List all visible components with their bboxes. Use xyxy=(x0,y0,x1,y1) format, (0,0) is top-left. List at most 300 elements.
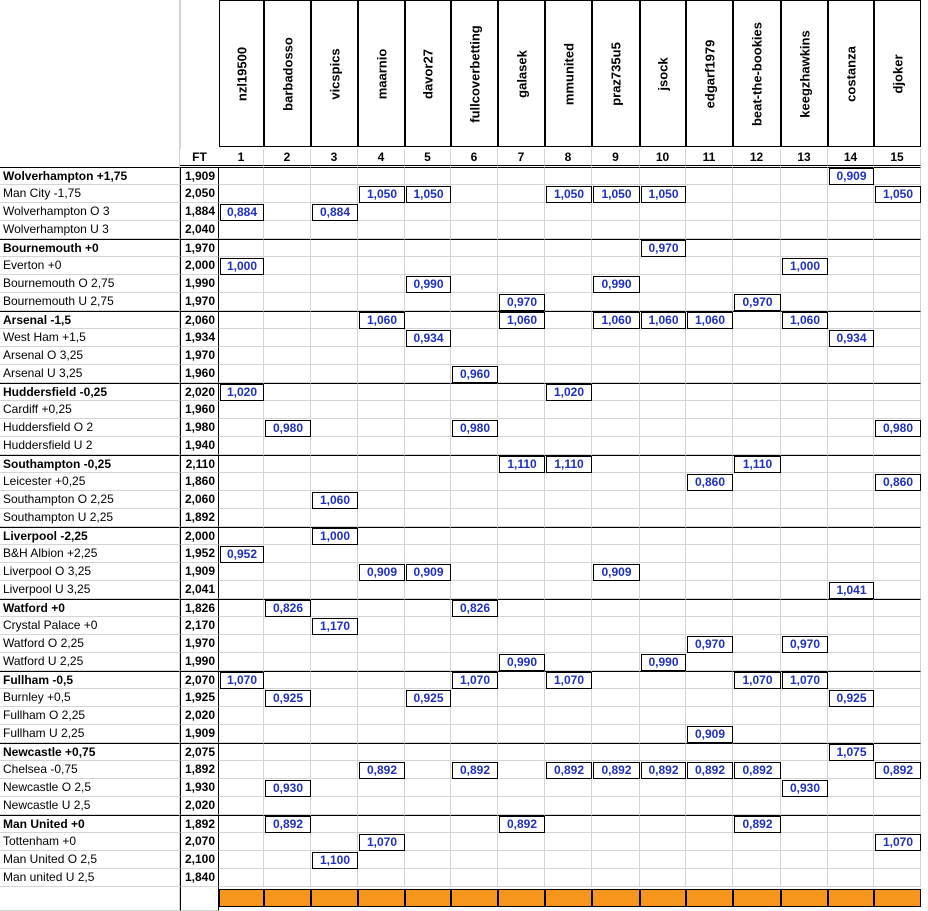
ft-value: 2,040 xyxy=(180,221,219,239)
grid-cell xyxy=(405,761,451,779)
grid-cell xyxy=(311,347,358,365)
grid-cell xyxy=(358,869,405,887)
grid-cell xyxy=(733,239,781,257)
grid-cell xyxy=(358,689,405,707)
grid-cell xyxy=(219,365,264,383)
grid-cell xyxy=(311,599,358,617)
grid-cell xyxy=(358,707,405,725)
grid-cell xyxy=(874,725,921,743)
grid-cell xyxy=(545,581,592,599)
grid-cell xyxy=(264,167,311,185)
bettor-name: vicspics xyxy=(327,47,342,100)
odds-cell: 0,980 xyxy=(265,420,311,437)
grid-cell xyxy=(451,689,498,707)
row-label: Tottenham +0 xyxy=(0,833,180,851)
grid-cell xyxy=(405,491,451,509)
grid-cell xyxy=(592,365,640,383)
grid-cell xyxy=(219,347,264,365)
grid-cell xyxy=(733,635,781,653)
grid-cell xyxy=(828,707,874,725)
grid-cell xyxy=(640,563,686,581)
grid-cell xyxy=(311,581,358,599)
grid-cell xyxy=(405,725,451,743)
grid-cell xyxy=(311,815,358,833)
grid-cell xyxy=(264,761,311,779)
grid-cell xyxy=(451,869,498,887)
ft-value: 2,070 xyxy=(180,671,219,689)
grid-cell xyxy=(640,833,686,851)
grid-cell xyxy=(498,707,545,725)
grid-cell xyxy=(828,437,874,455)
grid-cell xyxy=(498,563,545,581)
grid-cell xyxy=(828,617,874,635)
totals-bar-cell xyxy=(311,889,358,907)
bettor-name-box xyxy=(686,0,733,147)
grid-cell xyxy=(828,275,874,293)
odds-cell: 0,960 xyxy=(452,366,498,383)
grid-cell xyxy=(451,203,498,221)
grid-cell xyxy=(686,221,733,239)
grid-cell xyxy=(733,203,781,221)
grid-cell xyxy=(311,761,358,779)
row-label: Huddersfield -0,25 xyxy=(0,383,180,401)
row-label: Man United O 2,5 xyxy=(0,851,180,869)
grid-cell xyxy=(311,689,358,707)
grid-cell xyxy=(405,617,451,635)
odds-cell: 0,860 xyxy=(687,474,733,491)
grid-cell xyxy=(451,779,498,797)
ft-value: 2,100 xyxy=(180,851,219,869)
grid-cell xyxy=(405,671,451,689)
grid-cell xyxy=(545,833,592,851)
grid-cell xyxy=(219,725,264,743)
grid-cell xyxy=(640,671,686,689)
grid-cell xyxy=(874,221,921,239)
grid-cell xyxy=(733,419,781,437)
grid-cell xyxy=(264,509,311,527)
grid-cell xyxy=(592,329,640,347)
grid-cell xyxy=(592,473,640,491)
odds-cell: 0,892 xyxy=(359,762,405,779)
grid-cell xyxy=(640,401,686,419)
grid-cell xyxy=(264,455,311,473)
grid-cell xyxy=(358,167,405,185)
grid-cell xyxy=(264,221,311,239)
ft-value: 1,990 xyxy=(180,653,219,671)
ft-value: 2,060 xyxy=(180,491,219,509)
bettor-name-box xyxy=(264,0,311,147)
grid-cell xyxy=(874,347,921,365)
grid-cell xyxy=(545,509,592,527)
grid-cell xyxy=(498,851,545,869)
grid-cell xyxy=(311,311,358,329)
grid-cell xyxy=(498,761,545,779)
grid-cell xyxy=(405,653,451,671)
column-number: 1 xyxy=(219,149,264,166)
grid-cell xyxy=(405,509,451,527)
grid-cell xyxy=(733,779,781,797)
grid-cell xyxy=(640,815,686,833)
odds-cell: 1,110 xyxy=(499,456,545,473)
ft-value: 2,020 xyxy=(180,383,219,401)
grid-cell xyxy=(545,653,592,671)
grid-cell xyxy=(545,167,592,185)
grid-cell xyxy=(545,635,592,653)
grid-cell xyxy=(686,455,733,473)
grid-cell xyxy=(640,851,686,869)
grid-cell xyxy=(686,419,733,437)
grid-cell xyxy=(828,599,874,617)
ft-value: 2,110 xyxy=(180,455,219,473)
grid-cell xyxy=(451,797,498,815)
bettor-name-box xyxy=(451,0,498,147)
grid-cell xyxy=(405,473,451,491)
grid-cell xyxy=(405,599,451,617)
grid-cell xyxy=(358,725,405,743)
grid-cell xyxy=(451,293,498,311)
grid-cell xyxy=(686,599,733,617)
grid-cell xyxy=(733,707,781,725)
grid-cell xyxy=(545,365,592,383)
grid-cell xyxy=(781,185,828,203)
row-label: Everton +0 xyxy=(0,257,180,275)
grid-cell xyxy=(498,833,545,851)
grid-cell xyxy=(451,185,498,203)
grid-cell xyxy=(781,743,828,761)
grid-cell xyxy=(592,419,640,437)
grid-cell xyxy=(358,617,405,635)
grid-cell xyxy=(686,401,733,419)
row-label: Burnley +0,5 xyxy=(0,689,180,707)
ft-value: 2,060 xyxy=(180,311,219,329)
totals-bar-cell xyxy=(828,889,874,907)
grid-cell xyxy=(219,527,264,545)
grid-cell xyxy=(733,491,781,509)
grid-cell xyxy=(219,851,264,869)
column-number: 6 xyxy=(451,149,498,166)
ft-value: 2,070 xyxy=(180,833,219,851)
grid-cell xyxy=(311,185,358,203)
row-label: Fullham -0,5 xyxy=(0,671,180,689)
grid-cell xyxy=(781,221,828,239)
row-label: B&H Albion +2,25 xyxy=(0,545,180,563)
grid-cell xyxy=(498,635,545,653)
ft-value: 1,970 xyxy=(180,347,219,365)
grid-cell xyxy=(874,563,921,581)
odds-cell: 0,990 xyxy=(499,654,545,671)
grid-cell xyxy=(828,401,874,419)
grid-cell xyxy=(311,167,358,185)
odds-cell: 1,000 xyxy=(782,258,828,275)
grid-cell xyxy=(451,275,498,293)
grid-cell xyxy=(781,383,828,401)
grid-cell xyxy=(640,743,686,761)
row-label: Arsenal U 3,25 xyxy=(0,365,180,383)
grid-cell xyxy=(781,545,828,563)
grid-cell xyxy=(592,239,640,257)
totals-bar-cell xyxy=(874,889,921,907)
grid-cell xyxy=(733,437,781,455)
grid-cell xyxy=(264,239,311,257)
grid-cell xyxy=(686,239,733,257)
grid-cell xyxy=(498,491,545,509)
ft-value: 1,925 xyxy=(180,689,219,707)
odds-cell: 0,952 xyxy=(220,546,264,563)
grid-cell xyxy=(545,797,592,815)
odds-cell: 0,892 xyxy=(546,762,592,779)
grid-cell xyxy=(592,491,640,509)
row-label: Bournemouth O 2,75 xyxy=(0,275,180,293)
grid-cell xyxy=(219,815,264,833)
bettor-name-box xyxy=(640,0,686,147)
grid-cell xyxy=(733,797,781,815)
row-label: Newcastle +0,75 xyxy=(0,743,180,761)
grid-cell xyxy=(592,653,640,671)
odds-cell: 0,930 xyxy=(782,780,828,797)
grid-cell xyxy=(874,401,921,419)
odds-cell: 1,060 xyxy=(687,312,733,329)
grid-cell xyxy=(358,635,405,653)
grid-cell xyxy=(451,437,498,455)
ft-value: 1,884 xyxy=(180,203,219,221)
grid-cell xyxy=(219,689,264,707)
grid-cell xyxy=(264,203,311,221)
grid-cell xyxy=(640,437,686,455)
bettor-name-box xyxy=(219,0,264,147)
grid-cell xyxy=(264,653,311,671)
grid-cell xyxy=(828,455,874,473)
grid-cell xyxy=(733,527,781,545)
totals-bar-cell xyxy=(545,889,592,907)
grid-cell xyxy=(358,545,405,563)
grid-cell xyxy=(640,599,686,617)
grid-cell xyxy=(498,725,545,743)
grid-cell xyxy=(264,671,311,689)
ft-header: FT xyxy=(180,149,219,166)
totals-bar-cell xyxy=(451,889,498,907)
grid-cell xyxy=(545,545,592,563)
grid-cell xyxy=(874,869,921,887)
bettor-name: costanza xyxy=(843,45,859,102)
odds-cell: 0,892 xyxy=(452,762,498,779)
grid-cell xyxy=(686,815,733,833)
row-label: Watford O 2,25 xyxy=(0,635,180,653)
grid-cell xyxy=(311,329,358,347)
grid-cell xyxy=(733,743,781,761)
odds-cell: 0,892 xyxy=(641,762,686,779)
grid-cell xyxy=(405,779,451,797)
bettor-name: davor27 xyxy=(420,48,436,99)
grid-cell xyxy=(592,257,640,275)
odds-cell: 1,100 xyxy=(312,852,358,869)
odds-cell: 1,050 xyxy=(406,186,451,203)
odds-cell: 0,970 xyxy=(782,636,828,653)
grid-cell xyxy=(781,761,828,779)
grid-cell xyxy=(358,365,405,383)
grid-cell xyxy=(686,491,733,509)
column-number: 15 xyxy=(874,149,921,166)
grid-cell xyxy=(781,833,828,851)
grid-cell xyxy=(874,653,921,671)
grid-cell xyxy=(498,383,545,401)
grid-cell xyxy=(498,419,545,437)
grid-cell xyxy=(358,671,405,689)
grid-cell xyxy=(733,869,781,887)
grid-cell xyxy=(219,221,264,239)
grid-cell xyxy=(451,401,498,419)
grid-cell xyxy=(498,689,545,707)
grid-cell xyxy=(219,707,264,725)
grid-cell xyxy=(592,869,640,887)
grid-cell xyxy=(640,869,686,887)
grid-cell xyxy=(828,203,874,221)
grid-cell xyxy=(405,221,451,239)
odds-cell: 0,990 xyxy=(406,276,451,293)
totals-bar-cell xyxy=(219,889,264,907)
grid-cell xyxy=(451,491,498,509)
grid-cell xyxy=(733,311,781,329)
grid-cell xyxy=(592,851,640,869)
grid-cell xyxy=(498,257,545,275)
grid-cell xyxy=(264,707,311,725)
grid-cell xyxy=(686,707,733,725)
grid-cell xyxy=(545,851,592,869)
grid-cell xyxy=(358,275,405,293)
grid-cell xyxy=(592,203,640,221)
grid-cell xyxy=(592,437,640,455)
grid-cell xyxy=(874,455,921,473)
grid-cell xyxy=(498,599,545,617)
grid-cell xyxy=(451,743,498,761)
bettor-name: galasek xyxy=(514,49,529,98)
odds-cell: 1,060 xyxy=(359,312,405,329)
grid-cell xyxy=(219,311,264,329)
odds-cell: 1,050 xyxy=(546,186,592,203)
grid-cell xyxy=(451,455,498,473)
grid-cell xyxy=(640,689,686,707)
grid-cell xyxy=(219,419,264,437)
odds-cell: 0,980 xyxy=(875,420,921,437)
grid-cell xyxy=(451,311,498,329)
grid-cell xyxy=(219,833,264,851)
grid-cell xyxy=(733,833,781,851)
grid-cell xyxy=(451,257,498,275)
grid-cell xyxy=(358,347,405,365)
grid-cell xyxy=(781,275,828,293)
grid-cell xyxy=(686,545,733,563)
odds-cell: 1,070 xyxy=(782,672,828,689)
grid-cell xyxy=(733,509,781,527)
grid-cell xyxy=(781,653,828,671)
grid-cell xyxy=(828,815,874,833)
grid-cell xyxy=(828,653,874,671)
grid-cell xyxy=(405,167,451,185)
empty-footer-label xyxy=(0,887,180,911)
grid-cell xyxy=(219,779,264,797)
grid-cell xyxy=(311,563,358,581)
grid-cell xyxy=(733,689,781,707)
grid-cell xyxy=(733,365,781,383)
grid-cell xyxy=(358,203,405,221)
grid-cell xyxy=(405,851,451,869)
bettor-name-box xyxy=(311,0,358,147)
grid-cell xyxy=(219,635,264,653)
grid-cell xyxy=(874,545,921,563)
grid-cell xyxy=(686,527,733,545)
grid-cell xyxy=(498,239,545,257)
grid-cell xyxy=(592,689,640,707)
grid-cell xyxy=(828,239,874,257)
grid-cell xyxy=(498,365,545,383)
grid-cell xyxy=(451,509,498,527)
odds-cell: 1,000 xyxy=(312,528,358,545)
grid-cell xyxy=(498,167,545,185)
grid-cell xyxy=(451,473,498,491)
odds-cell: 0,892 xyxy=(265,816,311,833)
grid-cell xyxy=(874,797,921,815)
grid-cell xyxy=(686,293,733,311)
grid-cell xyxy=(781,599,828,617)
grid-cell xyxy=(264,563,311,581)
grid-cell xyxy=(640,419,686,437)
grid-cell xyxy=(264,635,311,653)
grid-cell xyxy=(545,329,592,347)
row-label: Man City -1,75 xyxy=(0,185,180,203)
grid-cell xyxy=(358,527,405,545)
grid-cell xyxy=(874,437,921,455)
grid-cell xyxy=(686,671,733,689)
odds-cell: 0,826 xyxy=(265,600,311,617)
grid-cell xyxy=(781,437,828,455)
grid-cell xyxy=(874,509,921,527)
grid-cell xyxy=(311,545,358,563)
grid-cell xyxy=(264,545,311,563)
grid-cell xyxy=(592,599,640,617)
grid-cell xyxy=(264,311,311,329)
grid-cell xyxy=(828,761,874,779)
grid-cell xyxy=(498,797,545,815)
grid-cell xyxy=(592,221,640,239)
ft-value: 2,020 xyxy=(180,797,219,815)
odds-cell: 1,000 xyxy=(220,258,264,275)
grid-cell xyxy=(874,581,921,599)
grid-cell xyxy=(219,239,264,257)
grid-cell xyxy=(264,833,311,851)
grid-cell xyxy=(828,851,874,869)
ft-value: 2,170 xyxy=(180,617,219,635)
grid-cell xyxy=(874,527,921,545)
odds-cell: 0,884 xyxy=(312,204,358,221)
empty-footer-ft xyxy=(180,887,219,911)
grid-cell xyxy=(874,599,921,617)
odds-cell: 0,892 xyxy=(687,762,733,779)
grid-cell xyxy=(498,329,545,347)
grid-cell xyxy=(358,455,405,473)
ft-header-area xyxy=(180,0,219,149)
grid-cell xyxy=(640,473,686,491)
ft-value: 1,980 xyxy=(180,419,219,437)
header-corner xyxy=(0,0,180,167)
grid-cell xyxy=(781,293,828,311)
grid-cell xyxy=(686,653,733,671)
grid-cell xyxy=(545,311,592,329)
odds-cell: 0,909 xyxy=(687,726,733,743)
grid-cell xyxy=(686,509,733,527)
odds-cell: 0,892 xyxy=(734,816,781,833)
odds-cell: 1,020 xyxy=(546,384,592,401)
grid-cell xyxy=(874,689,921,707)
grid-cell xyxy=(311,473,358,491)
